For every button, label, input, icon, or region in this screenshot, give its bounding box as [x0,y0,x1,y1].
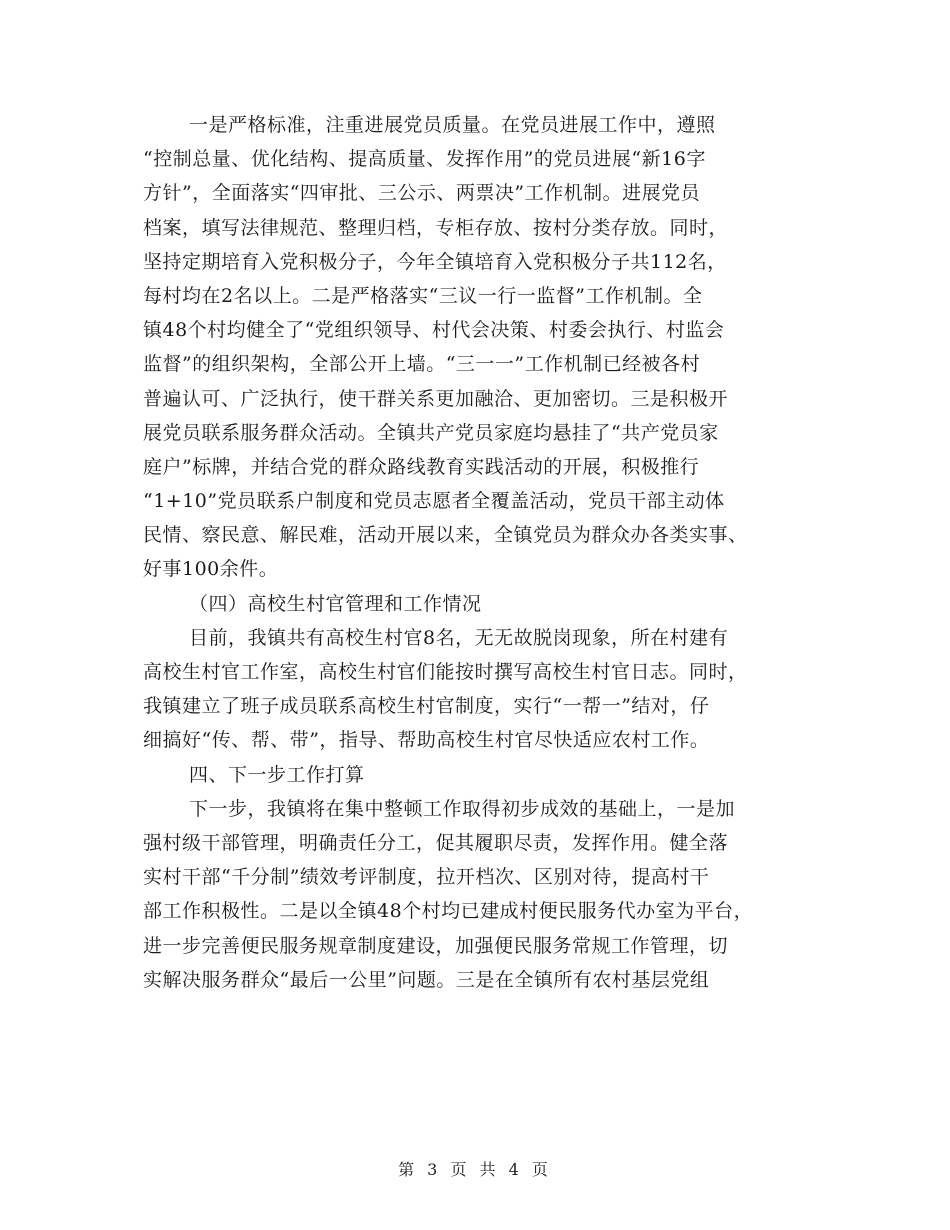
paragraph-line: 进一步完善便民服务规章制度建设，加强便民服务常规工作管理，切 [143,934,729,957]
paragraph-line: 普遍认可、广泛执行，使干群关系更加融洽、更加密切。三是积极开 [143,387,729,410]
section-heading: （四）高校生村官管理和工作情况 [189,592,482,615]
paragraph-line: 目前，我镇共有高校生村官8名，无无故脱岗现象，所在村建有 [189,626,729,649]
paragraph-line: 实村干部“千分制”绩效考评制度，拉开档次、区别对待，提高村干 [143,866,710,889]
paragraph-line: 好事100余件。 [143,558,279,581]
document-body [143,108,813,997]
paragraph-line: 一是严格标准，注重进展党员质量。在党员进展工作中，遵照 [189,114,716,136]
paragraph-line: 高校生村官工作室，高校生村官们能按时撰写高校生村官日志。同时， [143,661,748,683]
paragraph-line: 镇48个村均健全了“党组织领导、村代会决策、村委会执行、村监会 [143,319,725,342]
page-number-footer: 第 3 页 共 4 页 [398,1160,552,1179]
paragraph-line: 监督”的组织架构，全部公开上墙。“三一一”工作机制已经被各村 [143,353,701,376]
paragraph-line: “控制总量、优化结构、提高质量、发挥作用”的党员进展“新16字 [143,148,706,171]
paragraph-line: 民情、察民意、解民难，活动开展以来，全镇党员为群众办各类实事、 [143,524,748,547]
paragraph-line: 部工作积极性。二是以全镇48个村均已建成村便民服务代办室为平台， [143,900,754,923]
paragraph-line: 下一步，我镇将在集中整顿工作取得初步成效的基础上，一是加 [189,797,736,820]
paragraph-line: “1+10”党员联系户制度和党员志愿者全覆盖活动，党员干部主动体 [143,490,725,513]
paragraph-line: 实解决服务群众“最后一公里”问题。三是在全镇所有农村基层党组 [143,968,710,991]
section-heading: 四、下一步工作打算 [189,763,365,786]
paragraph-line: 细搞好“传、帮、带”，指导、帮助高校生村官尽快适应农村工作。 [143,729,710,752]
paragraph-line: 强村级干部管理，明确责任分工，促其履职尽责，发挥作用。健全落 [143,831,729,854]
paragraph-line: 庭户”标牌，并结合党的群众路线教育实践活动的开展，积极推行 [143,455,700,478]
paragraph-line: 展党员联系服务群众活动。全镇共产党员家庭均悬挂了“共产党员家 [143,421,719,444]
paragraph-line: 档案，填写法律规范、整理归档，专柜存放、按村分类存放。同时， [143,216,729,239]
paragraph-line: 每村均在2名以上。二是严格落实“三议一行一监督”工作机制。全 [143,284,703,307]
paragraph-line: 坚持定期培育入党积极分子，今年全镇培育入党积极分子共112名， [143,250,727,273]
paragraph-line: 方针”，全面落实“四审批、三公示、两票决”工作机制。进展党员 [143,182,701,205]
paragraph-line: 我镇建立了班子成员联系高校生村官制度，实行“一帮一”结对，仔 [143,695,710,718]
